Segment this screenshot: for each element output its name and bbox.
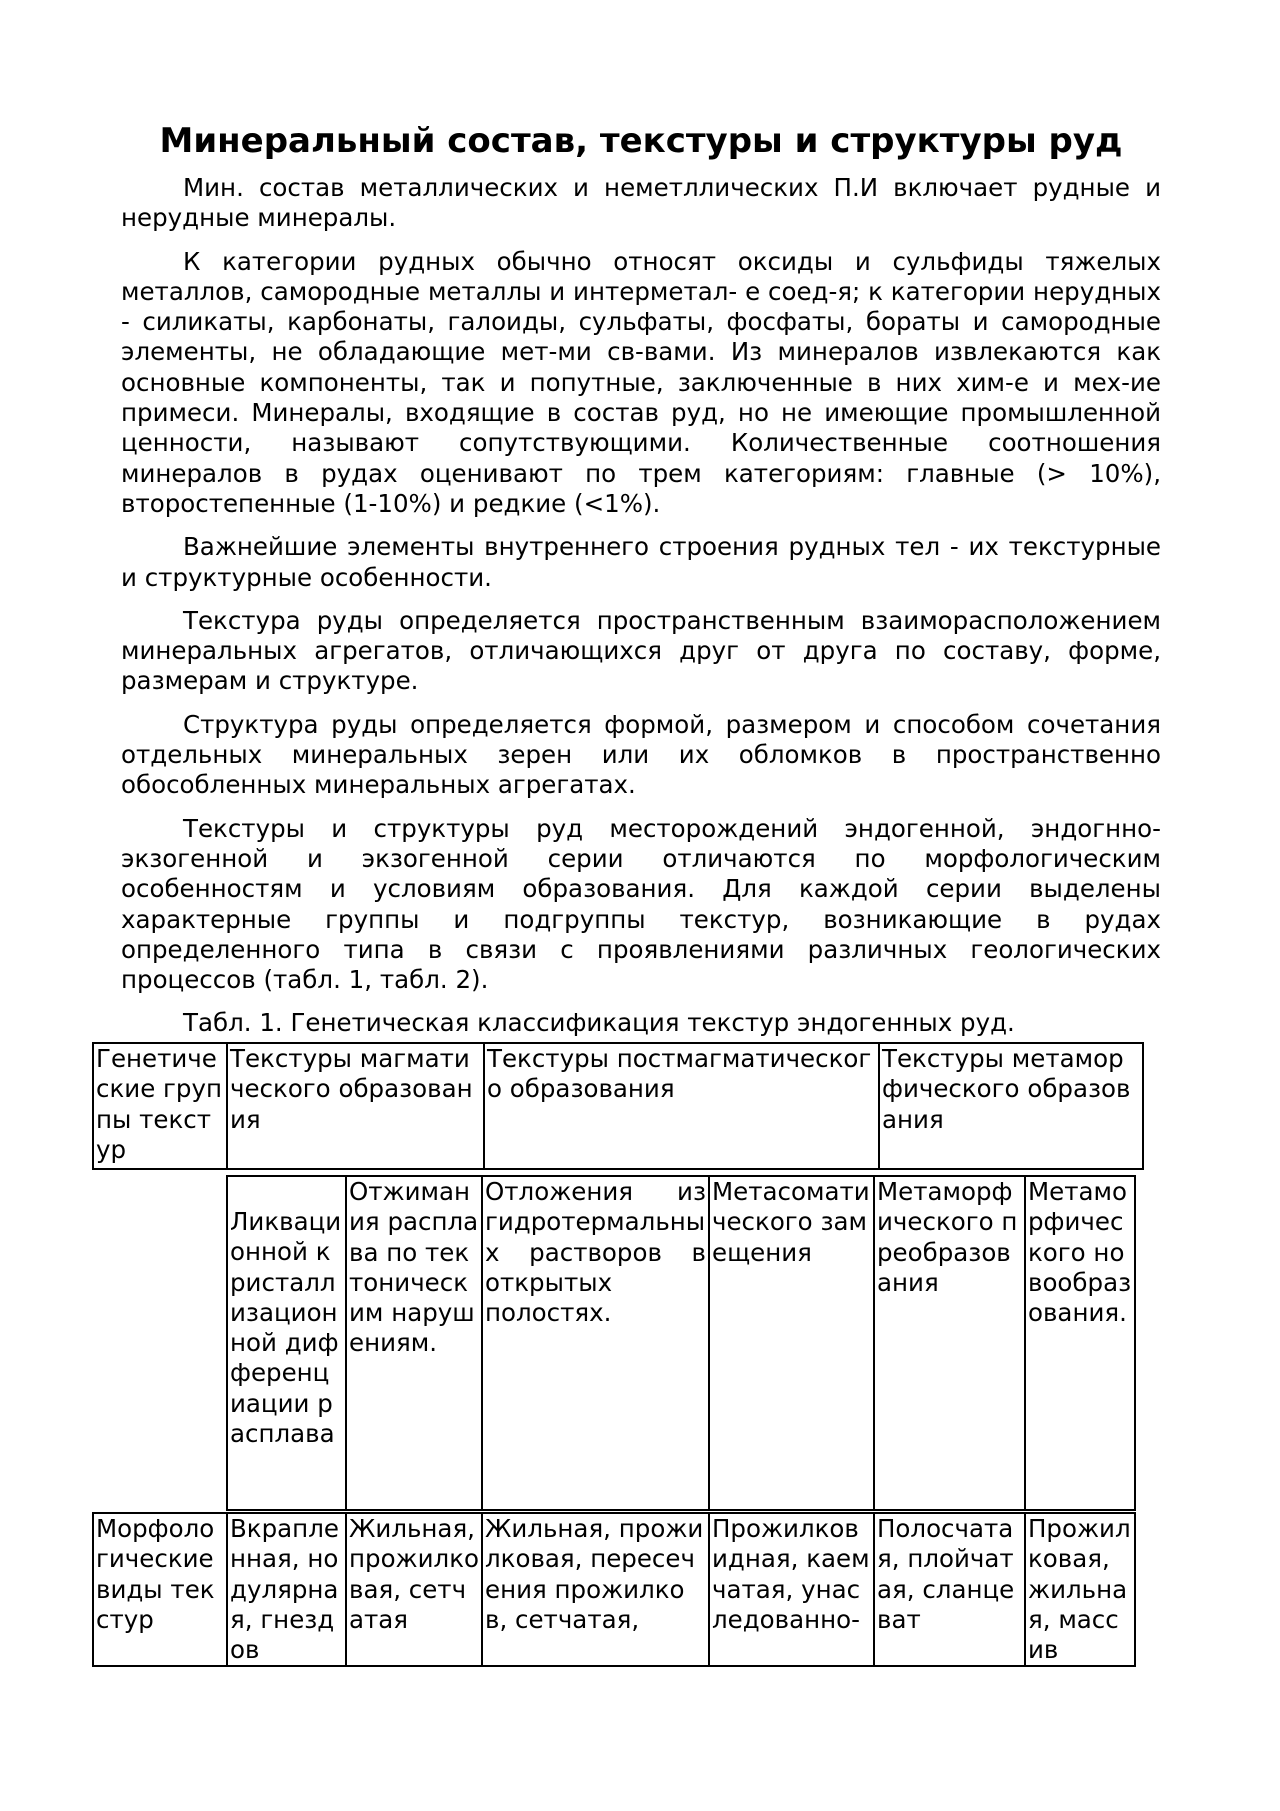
paragraph: Мин. состав металлических и неметллических П.И включает рудные и нерудные минералы. [121,173,1161,233]
paragraph: К категории рудных обычно относят оксиды и сульфиды тяжелых металлов, самородные металлы и интерметал- е соед-я; к категории нерудных - силикаты, карбонаты, галоиды, сульфаты, фосфаты, бораты и самородные элементы, не обладающие мет-ми св-вами. Из минералов извлекаются как основные компоненты, так и попутные, заключенные в них хим-е и мех-ие примеси. Минералы, входящие в состав руд, но не имеющие промышленной ценности, называют сопутствующими. Количественные соотношения минералов в рудах оценивают по трем категориям: главные (> 10%), второстепенные (1-10%) и редкие (<1%). [121,246,1161,518]
table-cell: Метаморфического новообразования. [1025,1176,1135,1510]
table-cell: Прожилковая, жильная, массив [1025,1513,1135,1666]
table-cell: Метаморфического преобразования [874,1176,1025,1510]
table-cell: Текстуры метаморфического образования [879,1043,1143,1169]
table-row [93,1513,1135,1666]
table-header-row [92,1042,1144,1170]
table-cell: Генетические группы текстур [93,1043,227,1169]
table-cell: Ликвационной кристаллизационной дифференциации расплава [227,1176,346,1510]
paragraph: Текстуры и структуры руд месторождений эндогенной, эндогнно-экзогенной и экзогенной серии отличаются по морфологическим особенностям и условиям образования. Для каждой серии выделены характерные группы и подгруппы текстур, возникающие в рудах определенного типа в связи с проявлениями различных геологических процессов (табл. 1, табл. 2). [121,813,1161,995]
page-title: Минеральный состав, текстуры и структуры руд [159,121,1123,161]
table-cell: Жильная, прожилковая, пересечения прожилков, сетчатая, [482,1513,709,1666]
table-cell: Текстуры постмагматического образования [484,1043,879,1169]
table-cell: Жильная, прожилковая, сетчатая [346,1513,482,1666]
table-body-row [92,1512,1136,1667]
table-cell: Отжимания расплава по тектоническим нарушениям. [346,1176,482,1510]
table-cell: Прожилковидная, каемчатая, унаследованно- [709,1513,874,1666]
table-cell: Полосчатая, плойчатая, сланцеват [874,1513,1025,1666]
table-row [93,1043,1143,1169]
table-cell: Текстуры магматического образования [227,1043,484,1169]
paragraph: Текстура руды определяется пространственным взаиморасположением минеральных агрегатов, отличающихся друг от друга по составу, форме, размерам и структуре. [121,605,1161,696]
table-cell: Морфологические виды текстур [93,1513,227,1666]
table-subheader-row [226,1175,1136,1511]
table-caption: Табл. 1. Генетическая классификация текстур эндогенных руд. [183,1008,1015,1037]
table-cell: Метасоматического замещения [709,1176,874,1510]
paragraph: Важнейшие элементы внутреннего строения рудных тел - их текстурные и структурные особенности. [121,532,1161,592]
table-cell: Вкрапленная, нодулярная, гнездов [227,1513,346,1666]
body-text [121,173,1161,1008]
table-row [227,1176,1135,1510]
table-cell: Отложения из гидротермальных растворов в открытых полостях. [482,1176,709,1510]
paragraph: Структура руды определяется формой, размером и способом сочетания отдельных минеральных зерен или их обломков в пространственно обособленных минеральных агрегатах. [121,709,1161,800]
